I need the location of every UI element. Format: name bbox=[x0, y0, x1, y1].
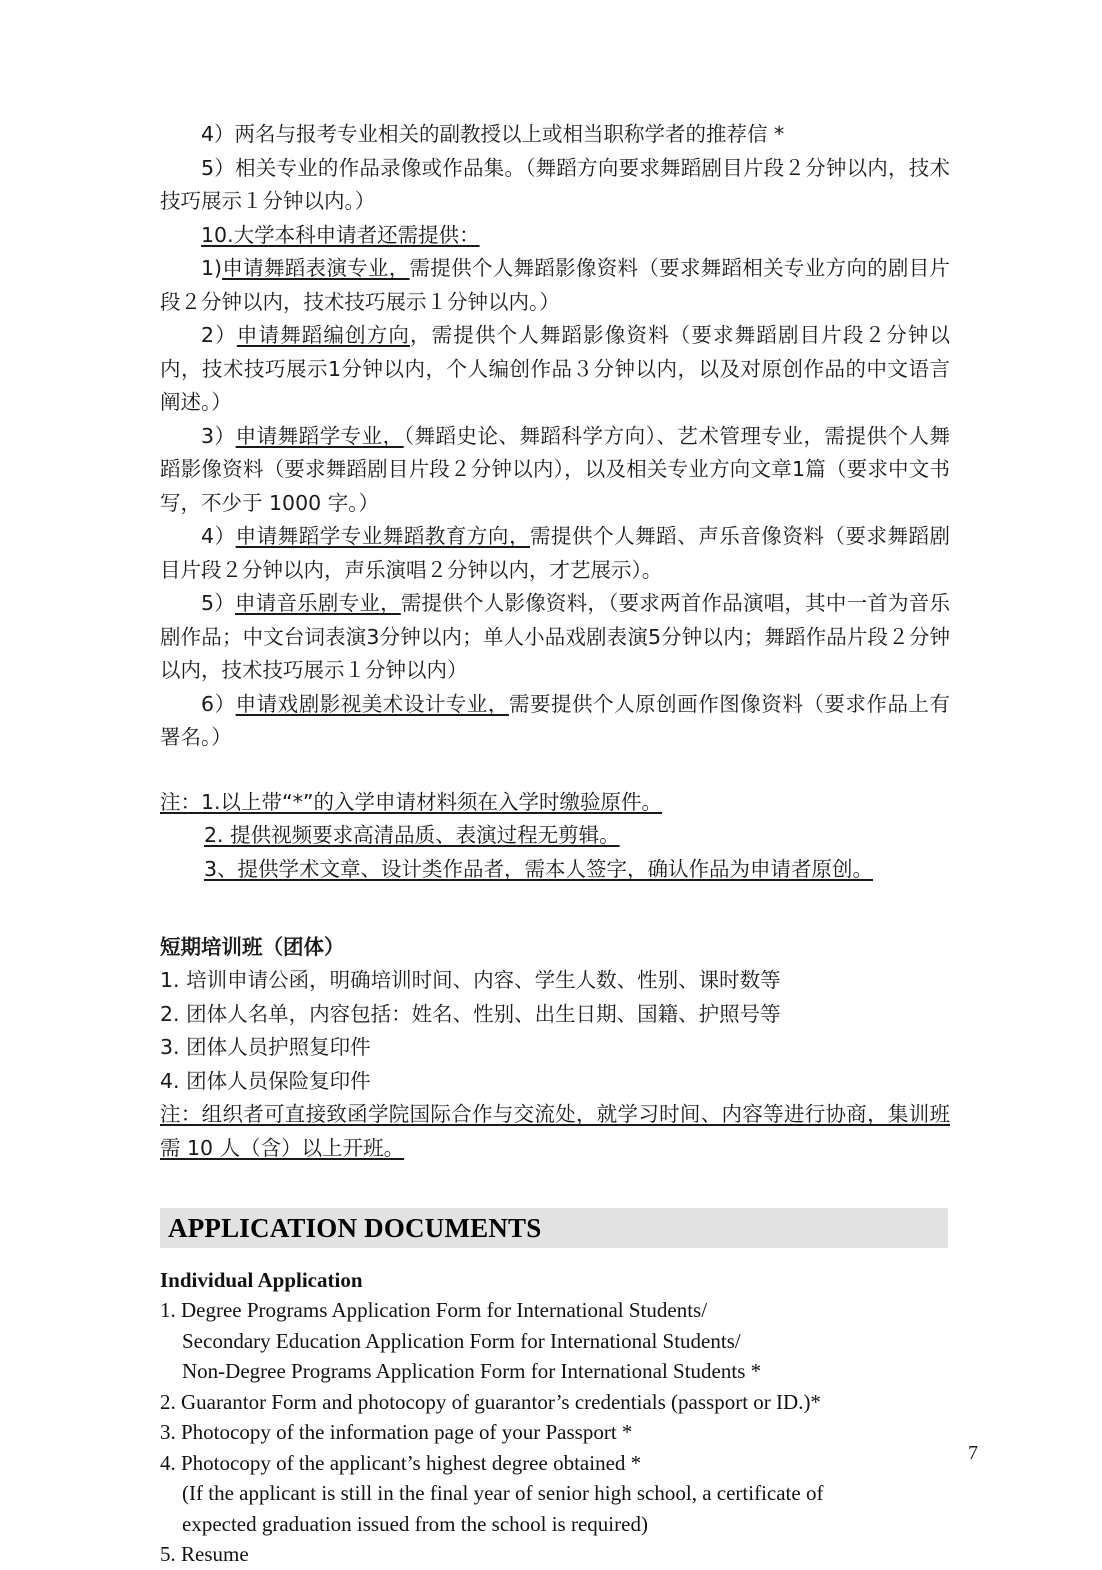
list-item-emphasis: 申请舞蹈学专业舞蹈教育方向， bbox=[235, 524, 530, 548]
list-item: 3. 团体人员护照复印件 bbox=[160, 1035, 371, 1059]
list-item: 5）相关专业的作品录像或作品集。（舞蹈方向要求舞蹈剧目片段２分钟以内，技术技巧展示１分钟以内。） bbox=[160, 155, 950, 213]
section-spacer bbox=[160, 886, 950, 930]
training-section-note bbox=[160, 1098, 950, 1165]
list-item-number: 1) bbox=[201, 256, 223, 280]
list-item: 2. 团体人名单，内容包括：姓名、性别、出生日期、国籍、护照号等 bbox=[160, 1001, 781, 1026]
list-item-continuation: Secondary Education Application Form for International Students/ bbox=[182, 1328, 741, 1353]
list-item-emphasis: 申请舞蹈编创方向 bbox=[236, 323, 411, 347]
list-item-continuation: Non-Degree Programs Application Form for International Students * bbox=[182, 1359, 762, 1383]
list-item: 1. 培训申请公函，明确培训时间、内容、学生人数、性别、课时数等 bbox=[160, 968, 781, 992]
list-item bbox=[160, 587, 950, 688]
list-item-number: 2） bbox=[201, 323, 237, 347]
individual-application-heading: Individual Application bbox=[160, 1268, 363, 1292]
note-line-text: 2. 提供视频要求高清品质、表演过程无剪辑。 bbox=[204, 823, 620, 847]
list-item-text: 需提供个人舞蹈影像资料（要求舞蹈相关专业方向的剧目片段２分钟以内，技术技巧展示１分钟以内。） bbox=[160, 256, 951, 314]
list-item: 4）两名与报考专业相关的副教授以上或相当职称学者的推荐信 * bbox=[201, 122, 785, 146]
list-item bbox=[160, 520, 950, 587]
list-item-number: 3） bbox=[201, 423, 236, 448]
training-section-note-text: 注：组织者可直接致函学院国际合作与交流处，就学习时间、内容等进行协商，集训班需 10 人（含）以上开班。 bbox=[160, 1102, 950, 1160]
list-item-emphasis: 申请戏剧影视美术设计专业， bbox=[235, 691, 509, 716]
list-item bbox=[160, 252, 950, 319]
list-item bbox=[160, 688, 950, 755]
list-item: 3. Photocopy of the information page of your Passport * bbox=[160, 1420, 633, 1444]
list-item: 2. Guarantor Form and photocopy of guarantor’s credentials (passport or ID.)* bbox=[160, 1389, 821, 1414]
chinese-notes bbox=[160, 786, 950, 887]
note-line bbox=[160, 786, 950, 820]
list-item-continuation: (If the applicant is still in the final year of senior high school, a certificate of bbox=[182, 1481, 824, 1505]
chinese-subsection-heading-text: 10.大学本科申请者还需提供： bbox=[201, 222, 480, 247]
list-item-text: 需提供个人影像资料，（要求两首作品演唱，其中一首为音乐剧作品；中文台词表演3分钟以内；单人小品戏剧表演5分钟以内；舞蹈作品片段２分钟以内，技术技巧展示１分钟以内） bbox=[160, 591, 951, 682]
list-item-continuation: expected graduation issued from the school is required) bbox=[182, 1511, 648, 1536]
list-item: 4. 团体人员保险复印件 bbox=[160, 1068, 371, 1093]
note-line-text: 注：1.以上带“*”的入学申请材料须在入学时缴验原件。 bbox=[160, 789, 663, 814]
list-item bbox=[160, 420, 950, 521]
section-title: APPLICATION DOCUMENTS bbox=[168, 1212, 542, 1243]
list-item-emphasis: 申请舞蹈表演专业， bbox=[222, 256, 410, 280]
list-item-emphasis: 申请音乐剧专业， bbox=[235, 591, 401, 615]
page-number: 7 bbox=[968, 1442, 978, 1464]
list-item-emphasis: 申请舞蹈学专业， bbox=[235, 423, 404, 448]
list-item bbox=[160, 319, 950, 420]
training-section-heading: 短期培训班（团体） bbox=[160, 935, 345, 959]
list-item: 1. Degree Programs Application Form for International Students/ bbox=[160, 1298, 708, 1322]
application-documents-banner bbox=[160, 1208, 948, 1248]
list-item-text: （舞蹈史论、舞蹈科学方向）、艺术管理专业，需提供个人舞蹈影像资料（要求舞蹈剧目片段２分钟以内），以及相关专业方向文章1篇（要求中文书写，不少于 1000 字。） bbox=[160, 423, 951, 515]
list-item: 5. Resume bbox=[160, 1542, 249, 1566]
chinese-section bbox=[160, 118, 950, 886]
list-item-number: 4） bbox=[201, 524, 236, 548]
chinese-subsection-heading bbox=[160, 219, 950, 253]
list-item-number: 6） bbox=[201, 691, 236, 716]
list-item: 4. Photocopy of the applicant’s highest degree obtained * bbox=[160, 1450, 642, 1475]
list-item-number: 5） bbox=[201, 591, 235, 615]
list-item-text: 需要提供个人原创画作图像资料（要求作品上有署名。） bbox=[160, 691, 951, 749]
list-item-text: ，需提供个人舞蹈影像资料（要求舞蹈剧目片段２分钟以内，技术技巧展示1分钟以内，个人编创作品３分钟以内，以及对原创作品的中文语言阐述。） bbox=[160, 323, 951, 414]
note-line bbox=[160, 853, 950, 887]
list-item-text: 需提供个人舞蹈、声乐音像资料（要求舞蹈剧目片段２分钟以内，声乐演唱２分钟以内，才艺展示）。 bbox=[160, 524, 951, 582]
note-line bbox=[160, 819, 950, 853]
training-section bbox=[160, 930, 950, 1165]
english-section bbox=[160, 1248, 950, 1570]
page-content bbox=[160, 118, 950, 1570]
note-line-text: 3、提供学术文章、设计类作品者，需本人签字，确认作品为申请者原创。 bbox=[204, 856, 874, 881]
